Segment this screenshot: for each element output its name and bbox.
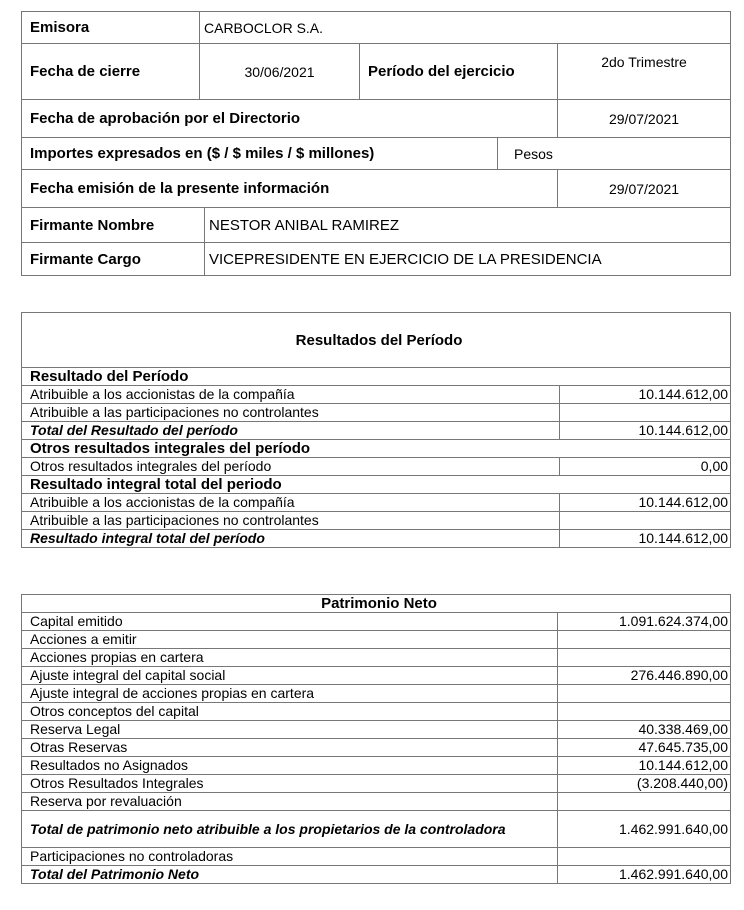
table-row: [22, 739, 731, 757]
fecha-cierre-label: Fecha de cierre: [22, 44, 200, 100]
row-label: Otras Reservas: [22, 739, 558, 757]
table-row: [22, 793, 731, 811]
emision-value: 29/07/2021: [558, 170, 731, 208]
row-label: Atribuible a los accionistas de la compañía: [22, 386, 560, 404]
table-row: [22, 721, 731, 739]
resultados-title: Resultados del Período: [22, 313, 731, 368]
row-value: 1.091.624.374,00: [558, 613, 731, 631]
importes-label: Importes expresados en ($ / $ miles / $ millones): [22, 138, 498, 170]
row-value: [558, 685, 731, 703]
row-label: Otros Resultados Integrales: [22, 775, 558, 793]
row-label: Capital emitido: [22, 613, 558, 631]
aprobacion-label: Fecha de aprobación por el Directorio: [22, 100, 558, 138]
table-row: [22, 685, 731, 703]
row-value: 40.338.469,00: [558, 721, 731, 739]
row-label: Otros conceptos del capital: [22, 703, 558, 721]
table-row: [22, 866, 731, 884]
emision-label: Fecha emisión de la presente información: [22, 170, 558, 208]
section-heading: Otros resultados integrales del período: [22, 440, 731, 458]
firmante-nombre-value: NESTOR ANIBAL RAMIREZ: [205, 208, 731, 243]
row-label: Resultado integral total del período: [22, 530, 560, 548]
row-label: Acciones a emitir: [22, 631, 558, 649]
table-row: [22, 613, 731, 631]
table-row: [22, 422, 731, 440]
row-label: Otros resultados integrales del período: [22, 458, 560, 476]
row-value: [560, 512, 731, 530]
row-value: 276.446.890,00: [558, 667, 731, 685]
emisora-value: CARBOCLOR S.A.: [200, 12, 731, 44]
importes-value: Pesos: [498, 138, 731, 170]
row-label: Atribuible a los accionistas de la compañía: [22, 494, 560, 512]
section-heading: Resultado del Período: [22, 368, 731, 386]
table-row: [22, 512, 731, 530]
aprobacion-value: 29/07/2021: [558, 100, 731, 138]
table-row: [22, 667, 731, 685]
row-label: Total del Resultado del período: [22, 422, 560, 440]
row-label: Ajuste integral de acciones propias en cartera: [22, 685, 558, 703]
row-label: Ajuste integral del capital social: [22, 667, 558, 685]
row-value: [558, 793, 731, 811]
firmante-cargo-label: Firmante Cargo: [22, 243, 205, 276]
row-label: Total del Patrimonio Neto: [22, 866, 558, 884]
row-value: 47.645.735,00: [558, 739, 731, 757]
row-label: Total de patrimonio neto atribuible a los propietarios de la controladora: [22, 811, 558, 848]
periodo-value: 2do Trimestre: [558, 44, 731, 100]
periodo-label: Período del ejercicio: [360, 44, 558, 100]
row-value: [558, 631, 731, 649]
fecha-cierre-value: 30/06/2021: [200, 44, 360, 100]
table-row: [22, 775, 731, 793]
patrimonio-title: Patrimonio Neto: [22, 595, 731, 613]
row-value: [558, 649, 731, 667]
row-value: 10.144.612,00: [560, 494, 731, 512]
row-value: 10.144.612,00: [560, 530, 731, 548]
emisora-label: Emisora: [22, 12, 200, 44]
row-label: Reserva Legal: [22, 721, 558, 739]
table-row: [22, 494, 731, 512]
resultados-table: [21, 312, 731, 548]
table-row: [22, 811, 731, 848]
row-value: (3.208.440,00): [558, 775, 731, 793]
row-value: 10.144.612,00: [560, 386, 731, 404]
table-row: [22, 848, 731, 866]
table-row: [22, 386, 731, 404]
row-value: 10.144.612,00: [558, 757, 731, 775]
row-value: 1.462.991.640,00: [558, 811, 731, 848]
table-row: [22, 631, 731, 649]
row-label: Participaciones no controladoras: [22, 848, 558, 866]
row-value: [560, 404, 731, 422]
row-value: 1.462.991.640,00: [558, 866, 731, 884]
row-value: [558, 703, 731, 721]
row-label: Reserva por revaluación: [22, 793, 558, 811]
firmante-nombre-label: Firmante Nombre: [22, 208, 205, 243]
patrimonio-rows: [22, 613, 731, 811]
table-row: [22, 404, 731, 422]
row-value: 10.144.612,00: [560, 422, 731, 440]
row-label: Atribuible a las participaciones no controlantes: [22, 404, 560, 422]
table-row: [22, 530, 731, 548]
row-label: Resultados no Asignados: [22, 757, 558, 775]
table-row: [22, 703, 731, 721]
row-label: Atribuible a las participaciones no controlantes: [22, 512, 560, 530]
row-value: 0,00: [560, 458, 731, 476]
table-row: [22, 757, 731, 775]
firmante-cargo-value: VICEPRESIDENTE EN EJERCICIO DE LA PRESIDENCIA: [205, 243, 731, 276]
patrimonio-table: [21, 594, 731, 884]
row-value: [558, 848, 731, 866]
section-heading: Resultado integral total del periodo: [22, 476, 731, 494]
table-row: [22, 458, 731, 476]
row-label: Acciones propias en cartera: [22, 649, 558, 667]
header-table: [21, 11, 731, 276]
table-row: [22, 649, 731, 667]
